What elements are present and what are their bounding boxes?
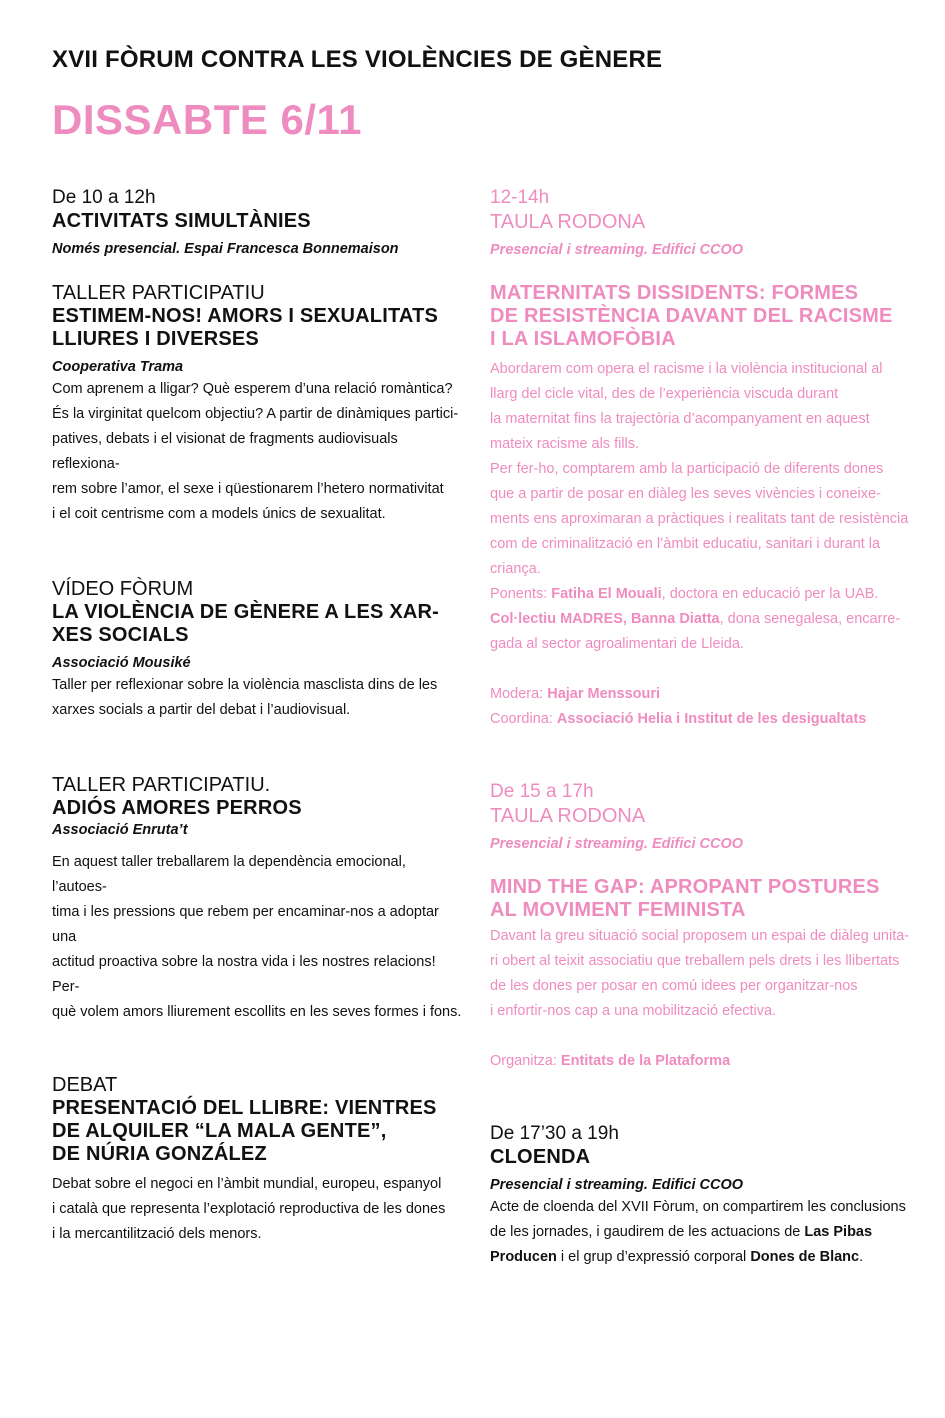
event-maternitats xyxy=(490,186,910,732)
event-time: De 17’30 a 19h xyxy=(490,1123,619,1144)
description-line: tima i les pressions que rebem per encaminar-nos a adoptar una xyxy=(52,904,439,945)
event-title: ESTIMEM-NOS! AMORS I SEXUALITATS xyxy=(52,305,439,327)
speaker-desc: , doctora en educació per la UAB. xyxy=(661,586,879,602)
event-kind: TAULA RODONA xyxy=(490,211,646,233)
performer-name: Las Pibas xyxy=(804,1224,873,1240)
event-title: CLOENDA xyxy=(490,1146,591,1168)
event-video-forum xyxy=(52,577,462,723)
event-time: De 10 a 12h xyxy=(52,187,156,208)
speaker-name: Col·lectiu MADRES, Banna Diatta xyxy=(490,611,720,627)
description-line: Davant la greu situació social proposem un espai de diàleg unita- xyxy=(490,928,910,944)
event-location: Només presencial. Espai Francesca Bonnemaison xyxy=(52,241,399,257)
speaker-desc: , dona senegalesa, encarre- xyxy=(719,611,901,627)
event-organizer: Associació Enruta’t xyxy=(52,822,188,838)
event-organizer: Associació Mousiké xyxy=(52,655,191,671)
description-line: Abordarem com opera el racisme i la violència institucional al xyxy=(490,361,883,377)
event-title: XES SOCIALS xyxy=(52,624,189,646)
description-line: mateix racisme als fills. xyxy=(490,436,640,452)
event-title: AL MOVIMENT FEMINISTA xyxy=(490,899,746,921)
description-line: i català que representa l’explotació reproductiva de les dones xyxy=(52,1201,446,1217)
event-title: MATERNITATS DISSIDENTS: FORMES xyxy=(490,282,859,304)
event-title: DE NÚRIA GONZÁLEZ xyxy=(52,1143,267,1165)
event-mind-the-gap xyxy=(490,780,910,1074)
left-column xyxy=(52,186,462,1247)
description-line: patives, debats i el visionat de fragments audiovisuals reflexiona- xyxy=(52,431,398,472)
event-title: ACTIVITATS SIMULTÀNIES xyxy=(52,210,311,232)
description-line xyxy=(490,1220,910,1245)
performer-name: Dones de Blanc xyxy=(750,1249,860,1265)
event-organizer: Cooperativa Trama xyxy=(52,359,184,375)
description-text: de les jornades, i gaudirem de les actuacions de xyxy=(490,1224,805,1240)
organizer-name: Entitats de la Plataforma xyxy=(560,1053,731,1069)
description-line: És la virginitat quelcom objectiu? A partir de dinàmiques partici- xyxy=(52,406,459,422)
event-description xyxy=(52,1172,462,1247)
description-line xyxy=(490,1245,910,1270)
event-time: De 15 a 17h xyxy=(490,781,594,802)
moderator-line xyxy=(490,682,910,707)
event-kind: TAULA RODONA xyxy=(490,805,646,827)
event-kind: TALLER PARTICIPATIU. xyxy=(52,774,271,796)
organizer-line xyxy=(490,1049,910,1074)
event-location: Presencial i streaming. Edifici CCOO xyxy=(490,1177,744,1193)
coordinator-name: Associació Helia i Institut de les desigualtats xyxy=(556,711,867,727)
description-text: . xyxy=(859,1249,864,1265)
coordinator-label: Coordina: xyxy=(490,711,557,727)
event-description xyxy=(490,1195,910,1270)
speakers-line: gada al sector agroalimentari de Lleida. xyxy=(490,636,744,652)
event-description xyxy=(52,377,462,527)
description-line: de les dones per posar en comú idees per organitzar-nos xyxy=(490,978,858,994)
description-line: ments ens aproximaran a pràctiques i realitats tant de resistència xyxy=(490,511,909,527)
event-activitats xyxy=(52,186,462,259)
organizer-label: Organitza: xyxy=(490,1053,561,1069)
speakers-label: Ponents: xyxy=(490,586,552,602)
description-line: que a partir de posar en diàleg les seves vivències i coneixe- xyxy=(490,486,881,502)
event-kind: VÍDEO FÒRUM xyxy=(52,578,194,600)
description-line: i la mercantilització dels menors. xyxy=(52,1226,262,1242)
description-line: i el coit centrisme com a models únics de sexualitat. xyxy=(52,506,386,522)
event-title: LA VIOLÈNCIA DE GÈNERE A LES XAR- xyxy=(52,601,440,623)
event-title: PRESENTACIÓ DEL LLIBRE: VIENTRES xyxy=(52,1097,437,1119)
description-line: Per fer-ho, comptarem amb la participació de diferents dones xyxy=(490,461,884,477)
day-title: DISSABTE 6/11 xyxy=(52,96,362,143)
event-cloenda xyxy=(490,1122,910,1270)
description-line: En aquest taller treballarem la dependència emocional, l’autoes- xyxy=(52,854,406,895)
moderator-name: Hajar Menssouri xyxy=(547,686,661,702)
description-line: rem sobre l’amor, el sexe i qüestionarem l’hetero normativitat xyxy=(52,481,444,497)
performer-name: Producen xyxy=(490,1249,557,1265)
event-title: DE RESISTÈNCIA DAVANT DEL RACISME xyxy=(490,305,893,327)
description-line: ri obert al teixit associatiu que treballem pels drets i les llibertats xyxy=(490,953,900,969)
description-line: llarg del cicle vital, des de l’experiència viscuda durant xyxy=(490,386,839,402)
coordinator-line xyxy=(490,707,910,732)
event-adios-amores xyxy=(52,773,462,1025)
description-line: la maternitat fins la trajectòria d’acompanyament en aquest xyxy=(490,411,870,427)
moderator-label: Modera: xyxy=(490,686,548,702)
event-title: LLIURES I DIVERSES xyxy=(52,328,259,350)
event-title: I LA ISLAMOFÒBIA xyxy=(490,328,676,350)
right-column xyxy=(490,186,910,1270)
description-line: com de criminalització en l’àmbit educatiu, sanitari i durant la xyxy=(490,536,881,552)
speakers-line xyxy=(490,582,910,607)
event-description xyxy=(490,357,910,732)
description-line: criança. xyxy=(490,561,541,577)
event-debat xyxy=(52,1073,462,1247)
event-description xyxy=(490,924,910,1074)
event-time: 12-14h xyxy=(490,187,550,208)
description-line: Taller per reflexionar sobre la violència masclista dins de les xyxy=(52,677,438,693)
event-title: ADIÓS AMORES PERROS xyxy=(52,797,302,819)
description-line: Acte de cloenda del XVII Fòrum, on compartirem les conclusions xyxy=(490,1199,906,1215)
description-line: actitud proactiva sobre la nostra vida i les nostres relacions! Per- xyxy=(52,954,436,995)
event-title: DE ALQUILER “LA MALA GENTE”, xyxy=(52,1120,387,1142)
event-kind: TALLER PARTICIPATIU xyxy=(52,282,265,304)
description-line: i enfortir-nos cap a una mobilització efectiva. xyxy=(490,1003,777,1019)
description-text: i el grup d’expressió corporal xyxy=(556,1249,751,1265)
description-line: què volem amors lliurement escollits en les seves formes i fons. xyxy=(52,1004,462,1020)
event-title: MIND THE GAP: APROPANT POSTURES xyxy=(490,876,880,898)
event-estimem-nos xyxy=(52,281,462,527)
description-line: xarxes socials a partir del debat i l’audiovisual. xyxy=(52,702,351,718)
event-description xyxy=(52,850,462,1025)
speaker-name: Fatiha El Mouali xyxy=(551,586,662,602)
event-location: Presencial i streaming. Edifici CCOO xyxy=(490,836,744,852)
event-description xyxy=(52,673,462,723)
event-kind: DEBAT xyxy=(52,1074,118,1096)
description-line: Com aprenem a lligar? Què esperem d’una relació romàntica? xyxy=(52,381,453,397)
speakers-line xyxy=(490,607,910,632)
event-location: Presencial i streaming. Edifici CCOO xyxy=(490,242,744,258)
forum-title: XVII FÒRUM CONTRA LES VIOLÈNCIES DE GÈNERE xyxy=(52,46,663,73)
description-line: Debat sobre el negoci en l’àmbit mundial, europeu, espanyol xyxy=(52,1176,442,1192)
